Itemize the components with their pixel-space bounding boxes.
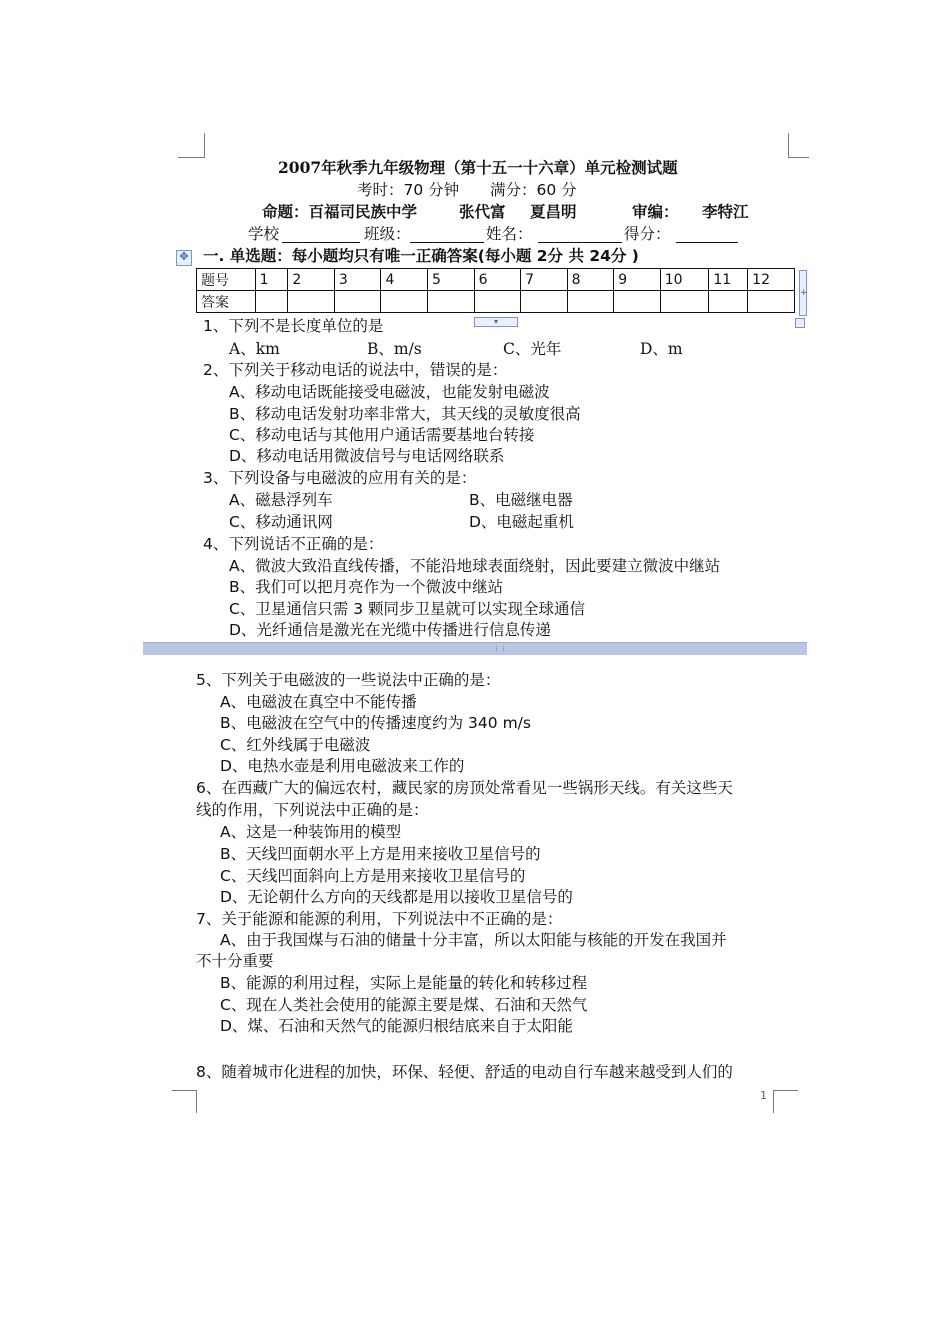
q2-option-c: C、移动电话与其他用户通话需要基地台转接 [229, 426, 535, 444]
q5-option-d: D、电热水壶是利用电磁波来工作的 [220, 757, 465, 775]
author-2: 夏昌明 [530, 203, 577, 221]
class-label: 班级： [364, 225, 411, 243]
q1-option-c: C、光年 [503, 340, 562, 358]
crop-mark-top-left [178, 133, 205, 158]
q1-option-a: A、km [229, 340, 280, 358]
answer-cell[interactable] [428, 291, 475, 313]
question-1-stem: 1、下列不是长度单位的是 [203, 317, 384, 335]
page-title: 2007年秋季九年级物理（第十五一十六章）单元检测试题 [278, 158, 678, 177]
table-cell: 3 [334, 269, 381, 291]
answer-cell[interactable] [334, 291, 381, 313]
table-cell: 9 [614, 269, 661, 291]
table-cell: 12 [748, 269, 795, 291]
answer-cell[interactable] [288, 291, 335, 313]
q3-option-b: B、电磁继电器 [469, 491, 573, 509]
q2-option-a: A、移动电话既能接受电磁波，也能发射电磁波 [229, 383, 550, 401]
table-cell: 5 [428, 269, 475, 291]
q5-option-c: C、红外线属于电磁波 [220, 736, 371, 754]
q4-option-b: B、我们可以把月亮作为一个微波中继站 [229, 578, 504, 596]
answer-cell[interactable] [748, 291, 795, 313]
q6-option-d: D、无论朝什么方向的天线都是用以接收卫星信号的 [220, 888, 573, 906]
school-blank[interactable] [282, 226, 360, 243]
crop-mark-bottom-left [172, 1090, 197, 1113]
class-blank[interactable] [410, 226, 484, 243]
table-cell: 10 [660, 269, 709, 291]
page-number: 1 [760, 1089, 767, 1102]
question-6-stem-line2: 线的作用，下列说法中正确的是： [196, 801, 429, 819]
q5-option-b: B、电磁波在空气中的传播速度约为 340 m/s [220, 714, 531, 732]
table-cell: 11 [709, 269, 748, 291]
answer-cell[interactable] [255, 291, 288, 313]
crop-mark-bottom-right [773, 1090, 798, 1113]
section-heading: 一. 单选题：每小题均只有唯一正确答案(每小题 2分 共 24分 ) [203, 247, 639, 265]
q6-option-b: B、天线凹面朝水平上方是用来接收卫星信号的 [220, 845, 541, 863]
answer-cell[interactable] [474, 291, 521, 313]
table-cell: 7 [521, 269, 568, 291]
question-2-stem: 2、下列关于移动电话的说法中，错误的是： [203, 361, 508, 379]
score-label: 得分： [624, 225, 671, 243]
answer-cell[interactable] [614, 291, 661, 313]
score-blank[interactable] [676, 226, 738, 243]
crop-mark-top-right [788, 133, 809, 158]
question-6-stem-line1: 6、在西藏广大的偏远农村，藏民家的房顶处常看见一些锅形天线。有关这些天 [196, 779, 733, 797]
table-cell: 6 [474, 269, 521, 291]
answer-cell[interactable] [381, 291, 428, 313]
column-resize-handle-icon[interactable]: + [799, 270, 807, 316]
question-4-stem: 4、下列说话不正确的是： [203, 535, 384, 553]
answer-table [196, 268, 795, 313]
table-cell: 4 [381, 269, 428, 291]
row-insert-handle-icon[interactable]: ▾ [474, 317, 518, 327]
page-break-grip-icon [496, 646, 504, 651]
q5-option-a: A、电磁波在真空中不能传播 [220, 693, 417, 711]
q2-option-d: D、移动电话用微波信号与电话网络联系 [229, 447, 505, 465]
name-label: 姓名： [486, 225, 533, 243]
answer-cell[interactable] [521, 291, 568, 313]
question-8-stem: 8、随着城市化进程的加快，环保、轻便、舒适的电动自行车越来越受到人们的 [196, 1063, 733, 1081]
q7-option-c: C、现在人类社会使用的能源主要是煤、石油和天然气 [220, 996, 588, 1014]
table-cell: 8 [567, 269, 614, 291]
answer-cell[interactable] [660, 291, 709, 313]
q2-option-b: B、移动电话发射功率非常大，其天线的灵敏度很高 [229, 405, 581, 423]
school-label: 学校 [248, 225, 280, 243]
q3-option-c: C、移动通讯网 [229, 513, 333, 531]
q3-option-a: A、磁悬浮列车 [229, 491, 333, 509]
table-resize-handle-icon[interactable] [795, 318, 805, 328]
q4-option-d: D、光纤通信是激光在光缆中传播进行信息传递 [229, 621, 551, 639]
q4-option-a: A、微波大致沿直线传播，不能沿地球表面绕射，因此要建立微波中继站 [229, 557, 721, 575]
q1-option-b: B、m/s [367, 340, 422, 358]
page-break-separator [143, 642, 807, 655]
table-row [197, 269, 795, 291]
reviewer-label: 审编： [632, 203, 679, 221]
author-1: 张代富 [459, 203, 506, 221]
row-label-answer: 答案 [197, 291, 256, 313]
name-blank[interactable] [538, 226, 622, 243]
answer-cell[interactable] [567, 291, 614, 313]
q6-option-a: A、这是一种装饰用的模型 [220, 823, 402, 841]
table-row [197, 291, 795, 313]
table-cell: 2 [288, 269, 335, 291]
question-7-stem: 7、关于能源和能源的利用，下列说法中不正确的是： [196, 910, 563, 928]
q4-option-c: C、卫星通信只需 3 颗同步卫星就可以实现全球通信 [229, 600, 586, 618]
authors-label: 命题：百福司民族中学 [262, 203, 418, 221]
q6-option-c: C、天线凹面斜向上方是用来接收卫星信号的 [220, 867, 526, 885]
q7-option-a-line1: A、由于我国煤与石油的储量十分丰富，所以太阳能与核能的开发在我国并 [220, 931, 727, 949]
q7-option-b: B、能源的利用过程，实际上是能量的转化和转移过程 [220, 974, 588, 992]
q7-option-a-line2: 不十分重要 [196, 952, 274, 970]
exam-time: 考时：70 分钟 [357, 181, 460, 199]
q1-option-d: D、m [640, 340, 683, 358]
q7-option-d: D、煤、石油和天然气的能源归根结底来自于太阳能 [220, 1017, 573, 1035]
question-3-stem: 3、下列设备与电磁波的应用有关的是： [203, 469, 477, 487]
answer-cell[interactable] [709, 291, 748, 313]
table-cell: 1 [255, 269, 288, 291]
row-label-number: 题号 [197, 269, 256, 291]
table-move-handle-icon[interactable]: ✥ [176, 250, 192, 266]
full-score: 满分：60 分 [490, 181, 577, 199]
reviewer-name: 李特江 [702, 203, 749, 221]
question-5-stem: 5、下列关于电磁波的一些说法中正确的是： [196, 671, 501, 689]
q3-option-d: D、电磁起重机 [469, 513, 574, 531]
